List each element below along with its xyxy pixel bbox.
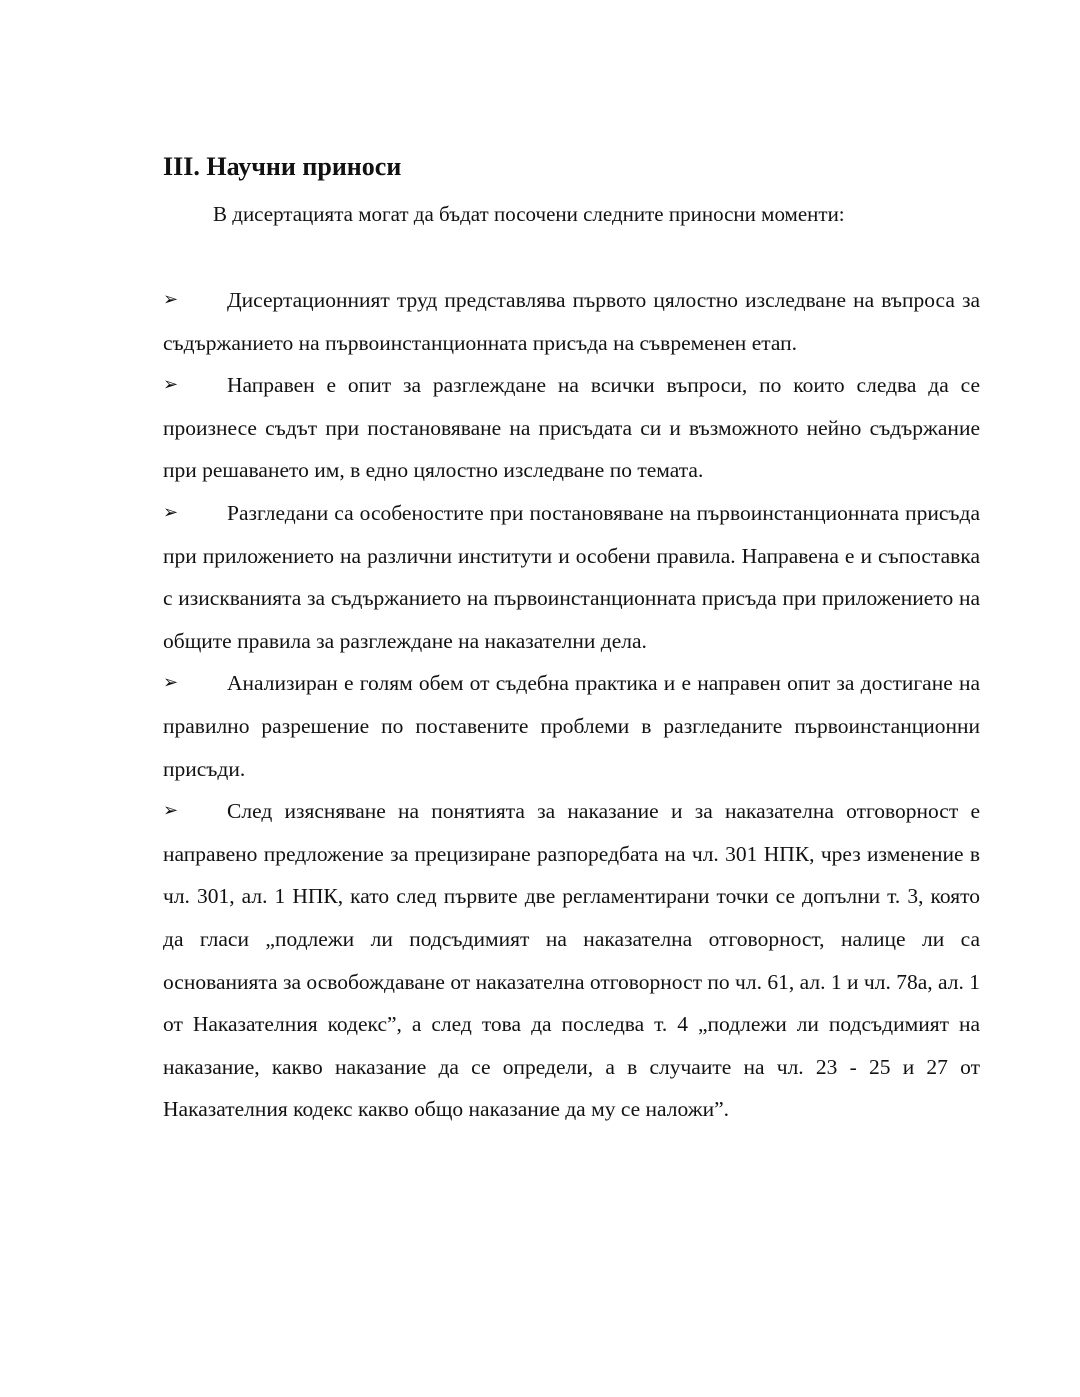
list-item xyxy=(163,790,980,1131)
list-item-text: Анализиран е голям обем от съдебна практика и е направен опит за достигане на правилно разрешение по поставените проблеми в разгледаните първоинстанционни присъди. xyxy=(163,671,980,781)
section-heading: III. Научни приноси xyxy=(163,152,402,181)
list-item-text: След изясняване на понятията за наказание и за наказателна отговорност е направено предложение за прецизиране разпоредбата на чл. 301 НПК, чрез изменение в чл. 301, ал. 1 НПК, като след първите две регламентирани точки се допълни т. 3, която да гласи „подлежи ли подсъдимият на наказателна отговорност, налице ли са основанията за освобождаване от наказателна отговорност по чл. 61, ал. 1 и чл. 78а, ал. 1 от Наказателния кодекс”, а след това да последва т. 4 „подлежи ли подсъдимият на наказание, какво наказание да се определи, а в случаите на чл. 23 - 25 и 27 от Наказателния кодекс какво общо наказание да му се наложи”. xyxy=(163,799,980,1122)
list-item-text: Дисертационният труд представлява първото цялостно изследване на въпроса за съдържанието на първоинстанционната присъда на съвременен етап. xyxy=(163,288,980,355)
arrow-bullet-icon: ➢ xyxy=(163,501,179,523)
arrow-bullet-icon: ➢ xyxy=(163,800,179,822)
list-item-text: Разгледани са особеностите при постановяване на първоинстанционната присъда при приложението на различни институти и особени правила. Направена е и съпоставка с изискванията за съдържанието на първоинстанционната присъда при приложението на общите правила за разглеждане на наказателни дела. xyxy=(163,500,980,653)
list-item-text: Направен е опит за разглеждане на всички въпроси, по които следва да се произнесе съдът при постановяване на присъдата си и възможното нейно съдържание при решаването им, в едно цялостно изследване по темата. xyxy=(163,373,980,483)
contributions-list xyxy=(163,279,980,1131)
arrow-bullet-icon: ➢ xyxy=(163,374,179,396)
arrow-bullet-icon: ➢ xyxy=(163,289,179,310)
list-item xyxy=(163,662,980,790)
list-item xyxy=(163,492,980,662)
list-item xyxy=(163,364,980,492)
intro-paragraph: В дисертацията могат да бъдат посочени следните приносни моменти: xyxy=(213,202,845,226)
list-item xyxy=(163,279,980,364)
arrow-bullet-icon: ➢ xyxy=(163,672,179,694)
